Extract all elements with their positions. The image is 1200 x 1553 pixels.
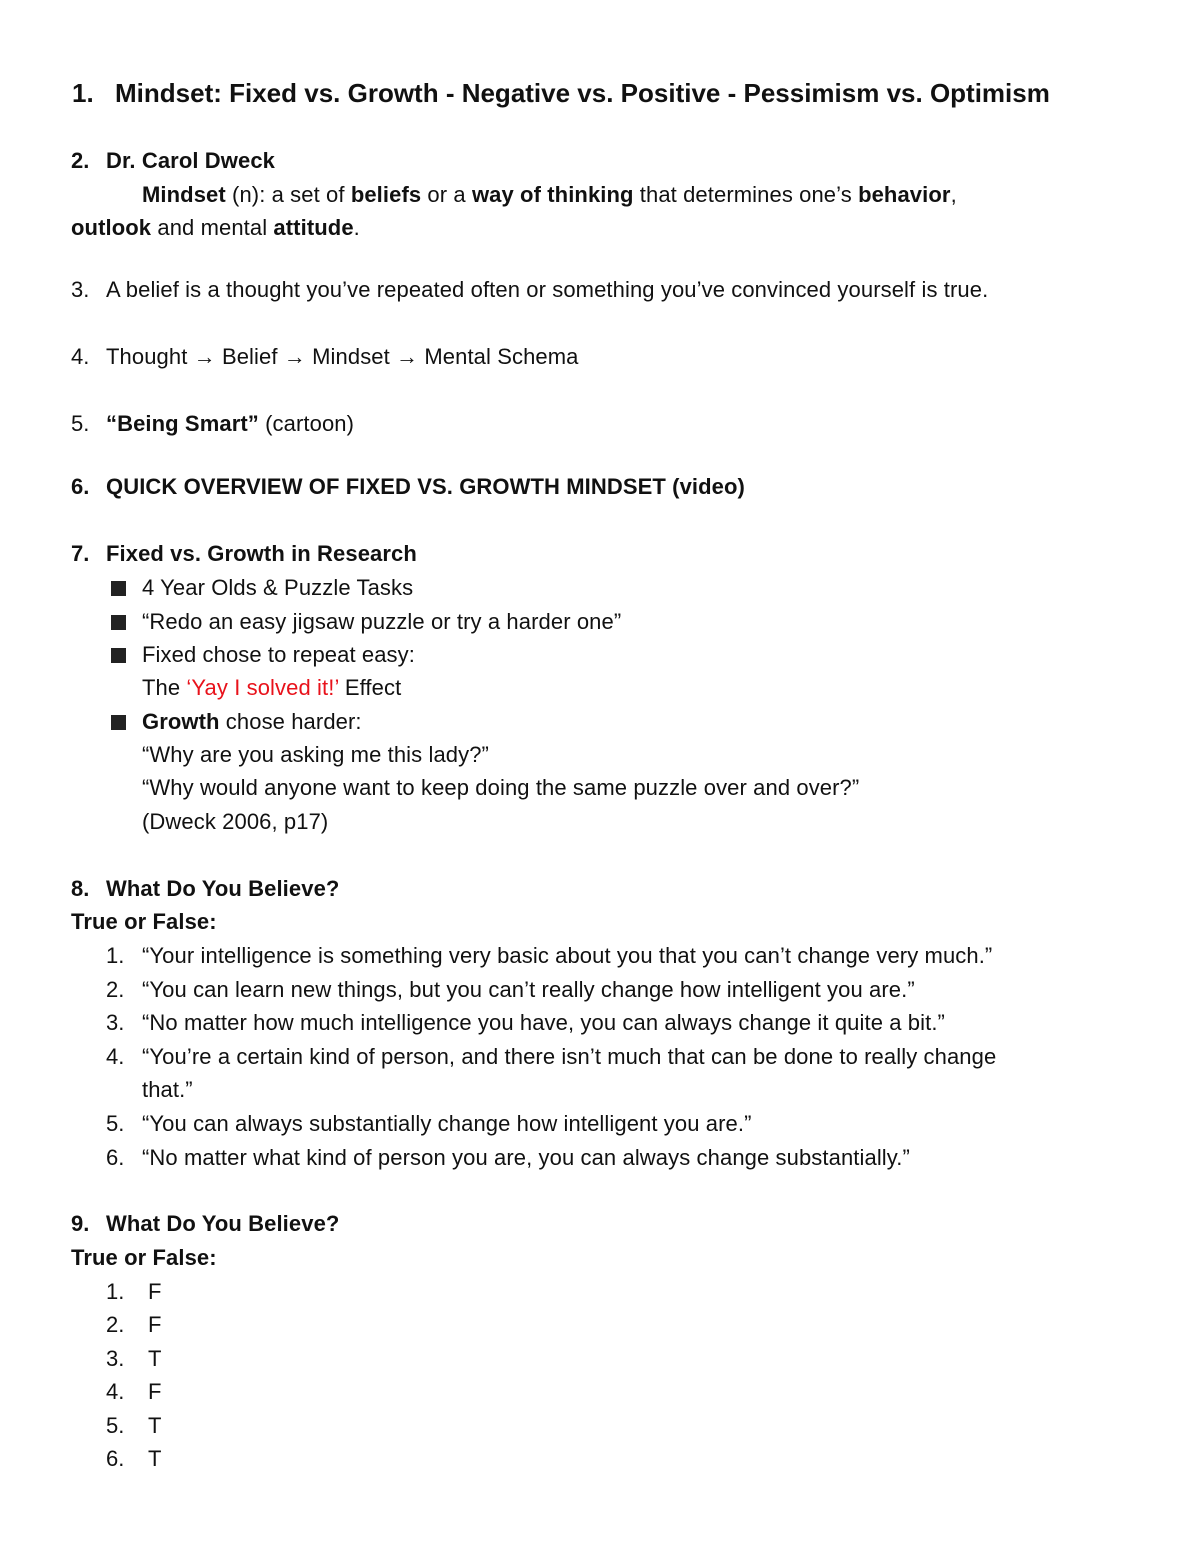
being-smart-item [106, 409, 354, 439]
section-9-number: 9. [71, 1211, 90, 1236]
statement-1: “Your intelligence is something very basic about you that you can’t change very much.” [142, 943, 993, 968]
section-2-heading: Dr. Carol Dweck [106, 148, 276, 173]
bullet-square-icon [111, 648, 126, 663]
section-3-number: 3. [71, 277, 90, 302]
answer-3: T [148, 1346, 162, 1371]
yay-effect-line [142, 673, 401, 703]
statement-number: 5. [106, 1111, 125, 1136]
answer-4: F [148, 1379, 162, 1404]
def-term-outlook: outlook [71, 215, 152, 240]
citation: (Dweck 2006, p17) [142, 809, 329, 834]
research-bullet-2: “Redo an easy jigsaw puzzle or try a harder one” [142, 609, 622, 634]
title-number: 1. [72, 78, 94, 108]
section-6-number: 6. [71, 474, 90, 499]
answer-number: 3. [106, 1346, 125, 1371]
section-7-number: 7. [71, 541, 90, 566]
statement-5: “You can always substantially change how intelligent you are.” [142, 1111, 752, 1136]
section-2-number: 2. [71, 148, 90, 173]
bullet-square-icon [111, 581, 126, 596]
def-text-1: (n): a set of [225, 182, 351, 207]
answer-number: 4. [106, 1379, 125, 1404]
def-text-4: , [950, 182, 957, 207]
def-term-mindset: Mindset [142, 182, 226, 207]
statement-4: “You’re a certain kind of person, and there isn’t much that can be done to really change [142, 1044, 997, 1069]
research-bullet-3: Fixed chose to repeat easy: [142, 642, 415, 667]
def-term-attitude: attitude [273, 215, 354, 240]
def-term-beliefs: beliefs [350, 182, 422, 207]
mindset-definition-line-2 [71, 213, 360, 243]
growth-text: chose harder: [219, 709, 362, 734]
being-smart-note: (cartoon) [258, 411, 355, 436]
section-4-number: 4. [71, 344, 90, 369]
bullet-square-icon [111, 615, 126, 630]
def-term-behavior: behavior [858, 182, 951, 207]
answer-number: 1. [106, 1279, 125, 1304]
answer-1: F [148, 1279, 162, 1304]
statement-number: 3. [106, 1010, 125, 1035]
statement-number: 1. [106, 943, 125, 968]
yay-effect-highlight: ‘Yay I solved it [186, 675, 329, 700]
quick-overview-heading: QUICK OVERVIEW OF FIXED VS. GROWTH MINDSET (video) [106, 474, 745, 499]
answer-number: 5. [106, 1413, 125, 1438]
research-bullet-1: 4 Year Olds & Puzzle Tasks [142, 575, 414, 600]
statement-4-continued: that.” [142, 1077, 193, 1102]
statement-number: 6. [106, 1145, 125, 1170]
section-8-number: 8. [71, 876, 90, 901]
statement-number: 2. [106, 977, 125, 1002]
answer-number: 6. [106, 1446, 125, 1471]
yay-effect-suffix: Effect [338, 675, 402, 700]
section-8-subheading: True or False: [71, 909, 217, 934]
answer-5: T [148, 1413, 162, 1438]
answer-2: F [148, 1312, 162, 1337]
statement-6: “No matter what kind of person you are, you can always change substantially.” [142, 1145, 910, 1170]
def-term-way-of-thinking: way of thinking [471, 182, 634, 207]
section-8-heading: What Do You Believe? [106, 876, 340, 901]
yay-effect-highlight-end: !’ [328, 675, 339, 700]
answer-number: 2. [106, 1312, 125, 1337]
answer-6: T [148, 1446, 162, 1471]
thought-chain: Thought → Belief → Mindset → Mental Schema [106, 344, 579, 369]
growth-label: Growth [142, 709, 220, 734]
growth-quote-1: “Why are you asking me this lady?” [142, 742, 489, 767]
def-text-2: or a [421, 182, 472, 207]
document-title: Mindset: Fixed vs. Growth - Negative vs. Positive - Pessimism vs. Optimism [115, 78, 1050, 108]
belief-definition: A belief is a thought you’ve repeated often or something you’ve convinced yourself is true. [106, 277, 989, 302]
def-text-3: that determines one’s [633, 182, 859, 207]
research-bullet-4 [142, 707, 362, 737]
def-text-5: and mental [151, 215, 274, 240]
statement-2: “You can learn new things, but you can’t really change how intelligent you are.” [142, 977, 915, 1002]
section-9-subheading: True or False: [71, 1245, 217, 1270]
being-smart-title: “Being Smart” [106, 411, 259, 436]
yay-effect-prefix: The [142, 675, 187, 700]
growth-quote-2: “Why would anyone want to keep doing the same puzzle over and over?” [142, 775, 860, 800]
statement-3: “No matter how much intelligence you have, you can always change it quite a bit.” [142, 1010, 945, 1035]
statement-number: 4. [106, 1044, 125, 1069]
bullet-square-icon [111, 715, 126, 730]
research-heading: Fixed vs. Growth in Research [106, 541, 417, 566]
def-text-6: . [353, 215, 360, 240]
mindset-definition-line-1 [142, 180, 957, 210]
section-9-heading: What Do You Believe? [106, 1211, 340, 1236]
section-5-number: 5. [71, 411, 90, 436]
